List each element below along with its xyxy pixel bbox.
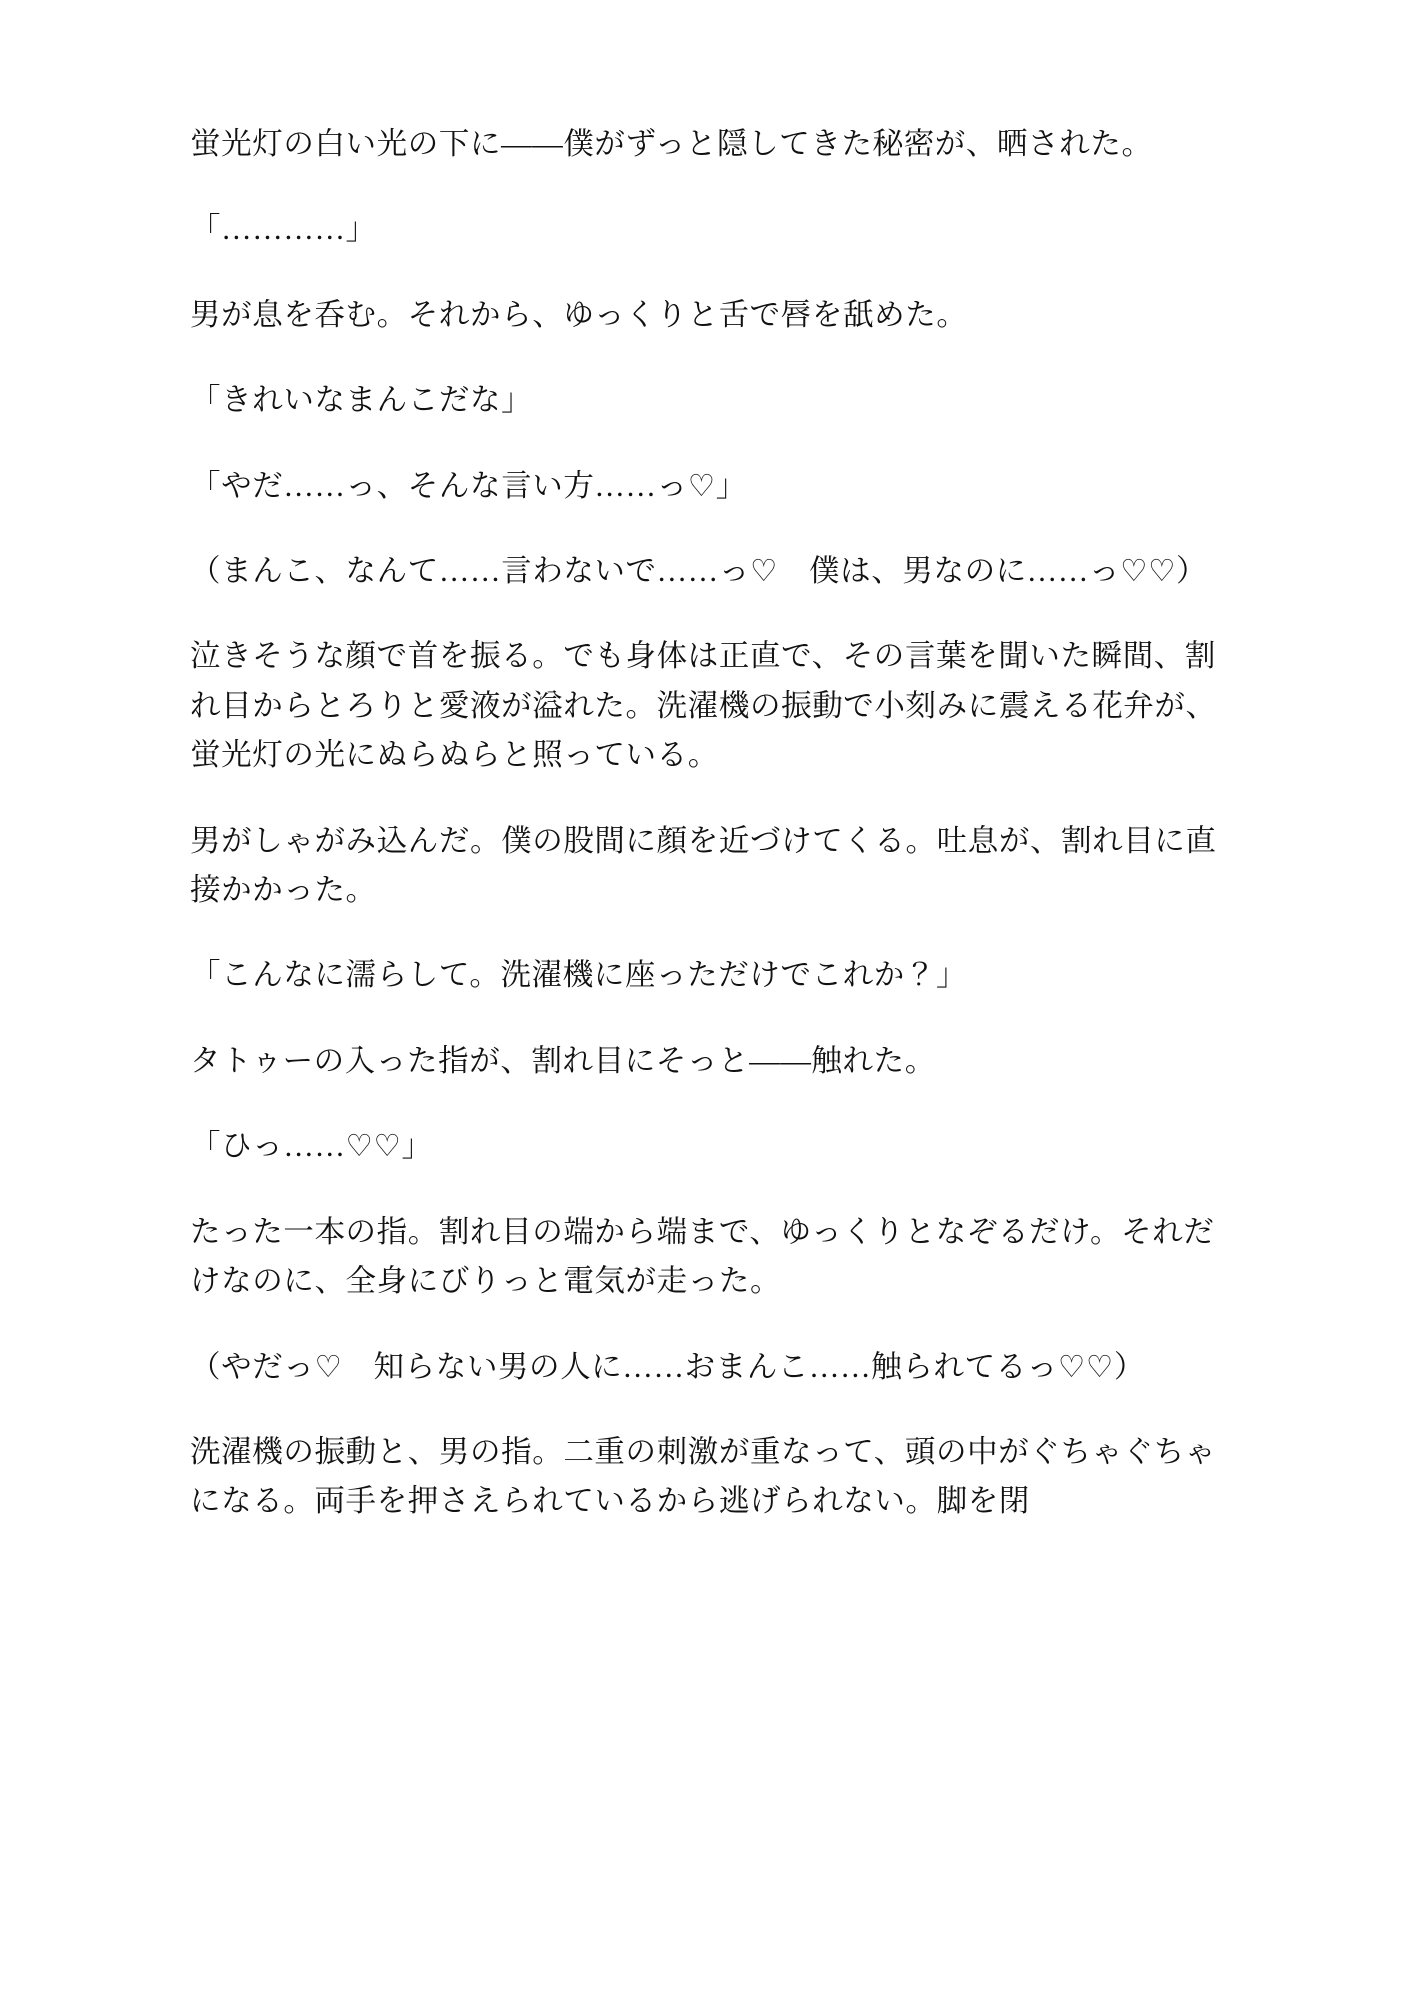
paragraph: （まんこ、なんて……言わないで……っ♡ 僕は、男なのに……っ♡♡） [190, 554, 1208, 589]
paragraph: 男がしゃがみ込んだ。僕の股間に顔を近づけてくる。吐息が、割れ目に直接かかった。 [190, 823, 1217, 908]
paragraph: 蛍光灯の白い光の下に――僕がずっと隠してきた秘密が、晒された。 [190, 127, 1153, 161]
paragraph: たった一本の指。割れ目の端から端まで、ゆっくりとなぞるだけ。それだけなのに、全身にびりっと電気が走った。 [190, 1214, 1215, 1299]
paragraph: 泣きそうな顔で首を振る。でも身体は正直で、その言葉を聞いた瞬間、割れ目からとろりと愛液が溢れた。洗濯機の振動で小刻みに震える花弁が、蛍光灯の光にぬらぬらと照っている。 [190, 639, 1217, 773]
document-body [190, 120, 1225, 1527]
paragraph: （やだっ♡ 知らない男の人に……おまんこ……触られてるっ♡♡） [190, 1349, 1145, 1384]
paragraph: タトゥーの入った指が、割れ目にそっと――触れた。 [190, 1043, 936, 1078]
paragraph: 「きれいなまんこだな」 [190, 383, 533, 418]
paragraph: 「ひっ……♡♡」 [190, 1129, 433, 1164]
paragraph: 洗濯機の振動と、男の指。二重の刺激が重なって、頭の中がぐちゃぐちゃになる。両手を押さえられているから逃げられない。脚を閉 [190, 1434, 1217, 1519]
paragraph: 「…………」 [190, 212, 377, 247]
paragraph: 「こんなに濡らして。洗濯機に座っただけでこれか？」 [190, 958, 968, 993]
paragraph: 「やだ……っ、そんな言い方……っ♡」 [190, 468, 747, 503]
paragraph: 男が息を呑む。それから、ゆっくりと舌で唇を舐めた。 [190, 297, 968, 332]
